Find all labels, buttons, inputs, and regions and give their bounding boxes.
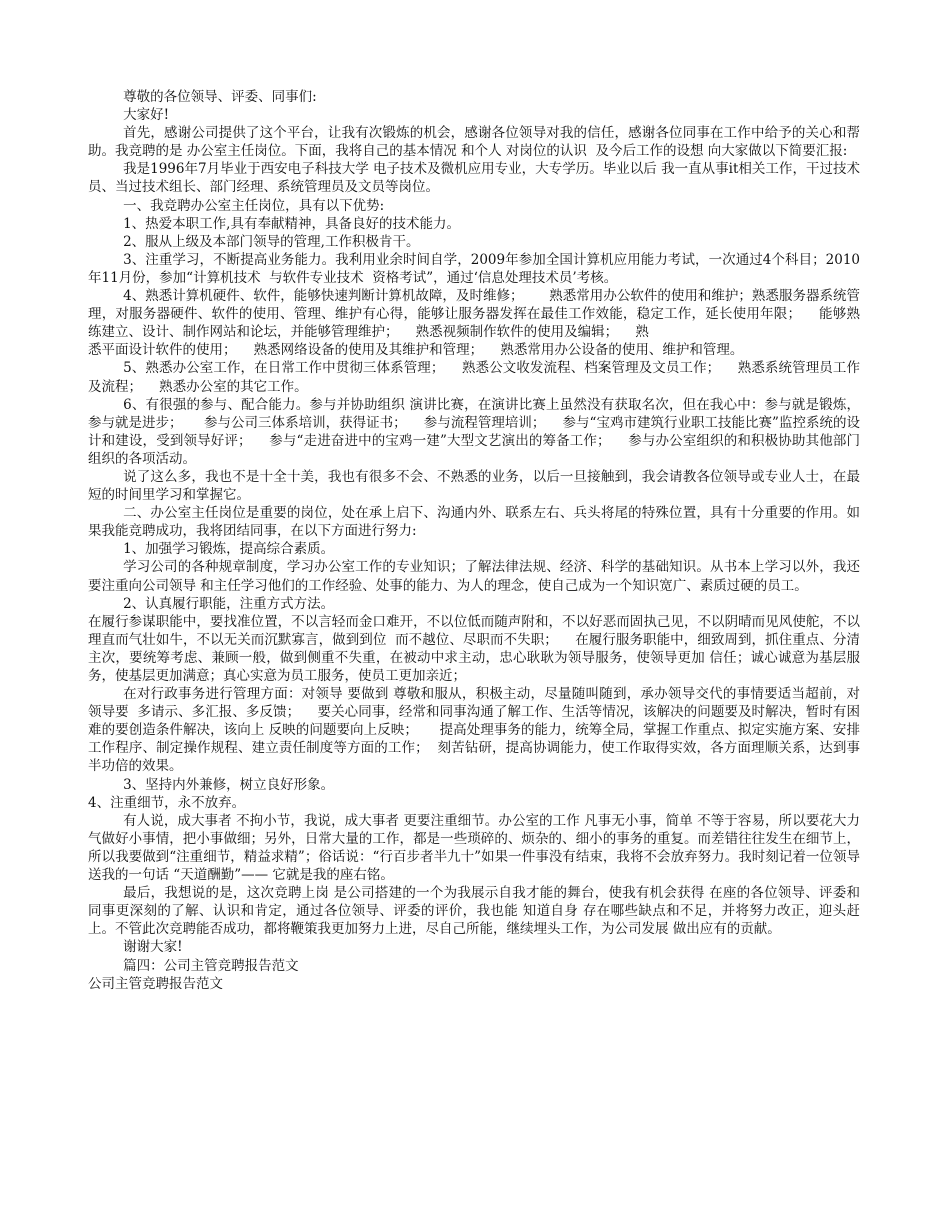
paragraph: 悉平面设计软件的使用； 熟悉网络设备的使用及其维护和管理； 熟悉常用办公设备的使用、维护和管理。 — [88, 342, 744, 359]
paragraph: 1、热爱本职工作,具有奉献精神，具备良好的技术能力。 — [123, 215, 460, 232]
document-body — [88, 88, 860, 993]
paragraph: 在对行政事务进行管理方面：对领导 要做到 尊敬和服从，积极主动，尽量随叫随到，承办领导交代的事情要适当超前，对领导要 多请示、多汇报、多反馈； 要关心同事，经常和同事沟通了解工作、生活等情况，该解决的问题要及时解决，暂时有困难的要创造条件解决，该向上 反映的问题要向上反映； 提高处理事务的能力，统筹全局，掌握工作重点、拟定实施方案、安排工作程序、制定操作规程、建立责任制度等方面的工作； 刻苦钻研，提高协调能力，使工作取得实效，各方面理顺关系，达到事半功倍的效果。 — [88, 686, 860, 775]
paragraph: 学习公司的各种规章制度，学习办公室工作的专业知识；了解法律法规、经济、科学的基础知识。从书本上学习以外，我还要注重向公司领导 和主任学习他们的工作经验、处事的能力、为人的理念，使自己成为一个知识宽广、素质过硬的员工。 — [88, 559, 860, 594]
paragraph: 1、加强学习锻炼，提高综合素质。 — [123, 541, 335, 558]
paragraph: 谢谢大家! — [123, 939, 183, 956]
paragraph: 4、熟悉计算机硬件、软件，能够快速判断计算机故障，及时维修； 熟悉常用办公软件的使用和维护；熟悉服务器系统管理，对服务器硬件、软件的使用、管理、维护有心得，能够让服务器发挥在最佳工作效能，稳定工作，延长使用年限； 能够熟练建立、设计、制作网站和论坛，并能够管理维护； 熟悉视频制作软件的使用及编辑； 熟 — [88, 288, 860, 341]
paragraph: 在履行参谋职能中，要找准位置，不以言轻而金口难开，不以位低而随声附和，不以好恶而固执己见，不以阴晴而见风使舵，不以理直而气壮如牛，不以无关而沉默寡言，做到到位 而不越位、尽职而不失职； 在履行服务职能中，细致周到，抓住重点、分清主次，要统筹考虑、兼顾一般，做到侧重不失重，在被动中求主动，忠心耿耿为领导服务，使领导更加 信任；诚心诚意为基层服务，使基层更加满意；真心实意为员工服务，使员工更加亲近； — [88, 613, 860, 684]
paragraph: 最后，我想说的是，这次竞聘上岗 是公司搭建的一个为我展示自我才能的舞台，使我有机会获得 在座的各位领导、评委和同事更深刻的了解、认识和肯定，通过各位领导、评委的评价，我也能 知道自身 存在哪些缺点和不足，并将努力改正，迎头赶上。不管此次竞聘能否成功，都将鞭策我更加努力上进，尽自己所能，继续埋头工作，为公司发展 做出应有的贡献。 — [88, 885, 860, 938]
paragraph: 说了这么多，我也不是十全十美，我也有很多不会、不熟悉的业务，以后一旦接触到，我会请教各位领导或专业人士，在最短的时间里学习和掌握它。 — [88, 468, 860, 504]
paragraph: 2、认真履行职能，注重方式方法。 — [123, 595, 335, 612]
paragraph: 一、我竞聘办公室主任岗位，具有以下优势: — [123, 197, 385, 214]
paragraph: 3、注重学习，不断提高业务能力。我利用业余时间自学，2009年参加全国计算机应用能力考试，一次通过4个科目；2010年11月份，参加“计算机技术 与软件专业技术 资格考试”，通过‘信息处理技术员’考核。 — [88, 251, 860, 286]
paragraph: 二、办公室主任岗位是重要的岗位，处在承上启下、沟通内外、联系左右、兵头将尾的特殊位置，具有十分重要的作用。如果我能竞聘成功，我将团结同事，在以下方面进行努力: — [88, 505, 860, 540]
paragraph: 我是1996年7月毕业于西安电子科技大学 电子技术及微机应用专业，大专学历。毕业以后 我一直从事it相关工作，干过技术员、当过技术组长、部门经理、系统管理员及文员等岗位。 — [88, 161, 860, 196]
paragraph: 3、坚持内外兼修，树立良好形象。 — [123, 776, 335, 793]
paragraph: 4、注重细节，永不放弃。 — [88, 794, 246, 811]
paragraph: 有人说，成大事者 不拘小节，我说，成大事者 更要注重细节。办公室的工作 凡事无小事，简单 不等于容易，所以要花大力气做好小事情，把小事做细；另外，日常大量的工作，都是一些琐碎的、烦杂的、细小的事务的重复。而差错往往发生在细节上，所以我要做到“注重细节，精益求精”；俗话说：“行百步者半九十”如果一件事没有结束，我将不会放弃努力。我时刻记着一位领导送我的一句话 “天道酬勤”—— 它就是我的座右铭。 — [88, 812, 860, 884]
paragraph: 尊敬的各位领导、评委、同事们: — [123, 89, 317, 105]
paragraph: 篇四：公司主管竞聘报告范文 — [123, 957, 299, 974]
paragraph: 6、有很强的参与、配合能力。参与并协助组织 演讲比赛，在演讲比赛上虽然没有获取名次，但在我心中：参与就是锻炼，参与就是进步； 参与公司三体系培训，获得证书； 参与流程管理培训； 参与“宝鸡市建筑行业职工技能比赛”监控系统的设计和建设，受到领导好评； 参与“走进奋进中的宝鸡一建”大型文艺演出的筹备工作； 参与办公室组织的和积极协助其他部门组织的各项活动。 — [88, 396, 860, 467]
paragraph: 2、服从上级及本部门领导的管理,工作积极肯干。 — [123, 233, 420, 250]
paragraph: 大家好! — [123, 107, 170, 124]
paragraph: 5、熟悉办公室工作，在日常工作中贯彻三体系管理； 熟悉公文收发流程、档案管理及文员工作； 熟悉系统管理员工作及流程； 熟悉办公室的其它工作。 — [88, 360, 860, 395]
paragraph: 首先，感谢公司提供了这个平台，让我有次锻炼的机会，感谢各位领导对我的信任，感谢各位同事在工作中给予的关心和帮助。我竞聘的是 办公室主任岗位。下面，我将自己的基本情况 和个人 对岗位的认识 及今后工作的设想 向大家做以下简要汇报: — [88, 125, 860, 160]
paragraph: 公司主管竞聘报告范文 — [88, 975, 223, 992]
